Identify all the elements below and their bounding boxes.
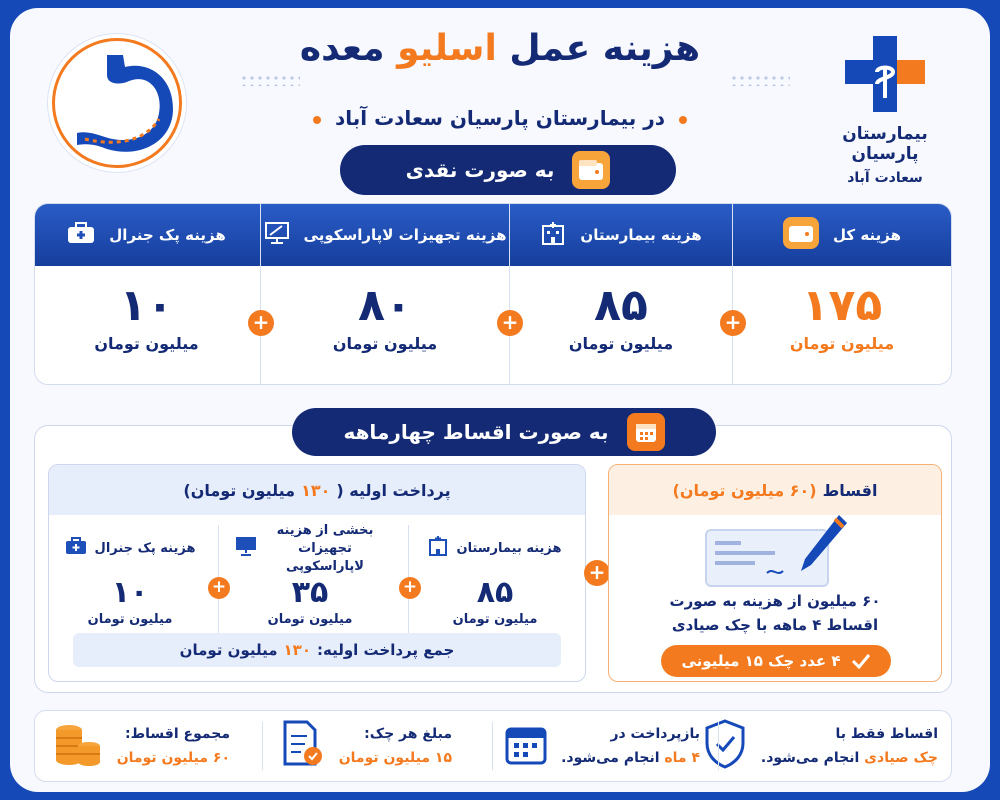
badge-text: ۴ عدد چک ۱۵ میلیونی [681, 652, 841, 670]
initial-payment-box [48, 464, 586, 682]
hospital-name: بیمارستان پارسیان [842, 124, 928, 164]
initial-col-unit: میلیون تومان [87, 612, 173, 627]
medical-kit-icon [65, 537, 87, 561]
hospital-icon [540, 221, 566, 249]
title-part1: هزینه عمل [509, 28, 701, 69]
divider [509, 204, 510, 385]
cash-col-unit: میلیون تومان [789, 334, 895, 353]
divider [492, 722, 493, 770]
sum-prefix: جمع پرداخت اولیه: [316, 641, 455, 659]
installment-plan-box [608, 464, 942, 682]
footer-line1: مجموع اقساط: [125, 726, 230, 742]
initial-laparoscopy-column [225, 523, 395, 627]
footer-highlight: ۱۵ میلیون تومان [338, 750, 452, 766]
initial-head-prefix: پرداخت اولیه ( [336, 480, 451, 500]
initial-hospital-column [415, 527, 575, 627]
cash-col-label: هزینه پک جنرال [109, 226, 226, 244]
cash-col-unit: میلیون تومان [94, 334, 199, 353]
cash-col-label: هزینه تجهیزات لاپاراسکوپی [303, 226, 507, 244]
plus-icon: + [399, 577, 421, 599]
divider [260, 204, 261, 385]
cash-section-heading [340, 145, 676, 195]
footer-item-repayment [505, 710, 700, 782]
footer-text [339, 722, 452, 770]
desc-line2: اقساط ۴ ماهه با چک صیادی [671, 616, 879, 634]
cash-col-value: ۸۰ [358, 280, 412, 331]
footer-highlight: ۴ ماه [664, 750, 700, 766]
footer-line1: بازپرداخت در [610, 726, 700, 742]
shield-check-icon [703, 719, 747, 773]
footer-line2: انجام می‌شود. [760, 750, 860, 766]
footer-highlight: ۶۰ میلیون تومان [116, 750, 230, 766]
initial-col-value: ۸۵ [476, 575, 514, 610]
bullet-dot [679, 116, 687, 124]
decor-dots-left [240, 74, 300, 86]
initial-col-value: ۱۰ [111, 575, 149, 610]
installment-plan-header [609, 465, 941, 515]
footer-highlight: چک صیادی [864, 750, 938, 766]
footer-item-total-installments [53, 710, 230, 782]
footer-item-sayadi [703, 710, 938, 782]
footer-text [561, 722, 700, 770]
decor-dots-right [730, 74, 790, 86]
cash-col-value: ۸۵ [594, 280, 648, 331]
monitor-icon [264, 221, 290, 249]
plus-icon: + [497, 310, 523, 336]
sum-suffix: میلیون تومان [179, 641, 278, 659]
desc-line1: ۶۰ میلیون از هزینه به صورت [669, 592, 881, 610]
plus-icon: + [208, 577, 230, 599]
plus-icon: + [584, 560, 610, 586]
sum-amount: ۱۳۰ [283, 641, 311, 659]
hospital-branch: سعادت آباد [847, 170, 923, 186]
plus-icon: + [720, 310, 746, 336]
initial-general-pack-column [55, 527, 205, 627]
initial-head-suffix: میلیون تومان) [183, 480, 296, 500]
medical-kit-icon [67, 222, 95, 248]
installment-description [609, 589, 941, 637]
divider [732, 204, 733, 385]
hospital-cost-column [510, 204, 732, 385]
bullet-dot [313, 116, 321, 124]
footer-line1: اقساط فقط با [835, 726, 938, 742]
calendar-icon [627, 413, 665, 451]
plan-head-amount: (۶۰ میلیون تومان) [672, 480, 817, 500]
cash-pill-label: به صورت نقدی [405, 158, 555, 182]
footer-item-cheque-amount [281, 710, 452, 782]
cash-col-label: هزینه بیمارستان [580, 226, 702, 244]
divider [718, 722, 719, 770]
plus-icon: + [248, 310, 274, 336]
initial-col-label: بخشی از هزینه تجهیزات لاپاراسکوپی [276, 523, 374, 574]
initial-col-label: هزینه پک جنرال [94, 541, 196, 556]
footer-text [117, 722, 230, 770]
hospital-logo [810, 36, 960, 186]
installment-section-heading [292, 408, 716, 456]
cash-col-value: ۱۷۵ [801, 280, 883, 331]
initial-col-unit: میلیون تومان [452, 612, 538, 627]
title-highlight: اسلیو [397, 28, 497, 69]
cash-col-unit: میلیون تومان [332, 334, 438, 353]
divider [262, 722, 263, 770]
cheque-count-badge [661, 645, 891, 677]
footer-line1: مبلغ هر چک: [364, 726, 452, 742]
cash-cost-table [34, 203, 952, 385]
cash-col-value: ۱۰ [119, 280, 174, 331]
laparoscopy-cost-column [261, 204, 509, 385]
wallet-icon [783, 217, 819, 253]
plan-head-prefix: اقساط [822, 480, 878, 500]
calendar-icon [505, 723, 547, 769]
total-cost-column [733, 204, 951, 385]
cash-col-unit: میلیون تومان [568, 334, 674, 353]
initial-head-amount: ۱۳۰ [301, 480, 331, 500]
wallet-icon [572, 151, 610, 189]
checkmark-icon [851, 653, 871, 669]
initial-payment-header [49, 465, 585, 515]
initial-col-value: ۳۵ [291, 575, 329, 610]
initial-col-unit: میلیون تومان [267, 612, 353, 627]
coins-icon [53, 720, 103, 772]
general-pack-cost-column [34, 204, 260, 385]
pen-icon [795, 513, 849, 581]
title-part2: معده [299, 28, 385, 69]
initial-col-label: هزینه بیمارستان [456, 541, 562, 556]
medical-cross-icon [845, 36, 925, 112]
document-check-icon [281, 720, 325, 772]
footer-text [761, 722, 938, 770]
subtitle-text: در بیمارستان پارسیان سعادت آباد [334, 106, 666, 130]
footer-line2: انجام می‌شود. [561, 750, 660, 766]
installment-pill-label: به صورت اقساط چهارماهه [343, 420, 609, 444]
monitor-icon [235, 536, 257, 562]
hospital-icon [428, 536, 448, 562]
initial-payment-sum [73, 633, 561, 667]
cash-col-label: هزینه کل [833, 226, 901, 244]
